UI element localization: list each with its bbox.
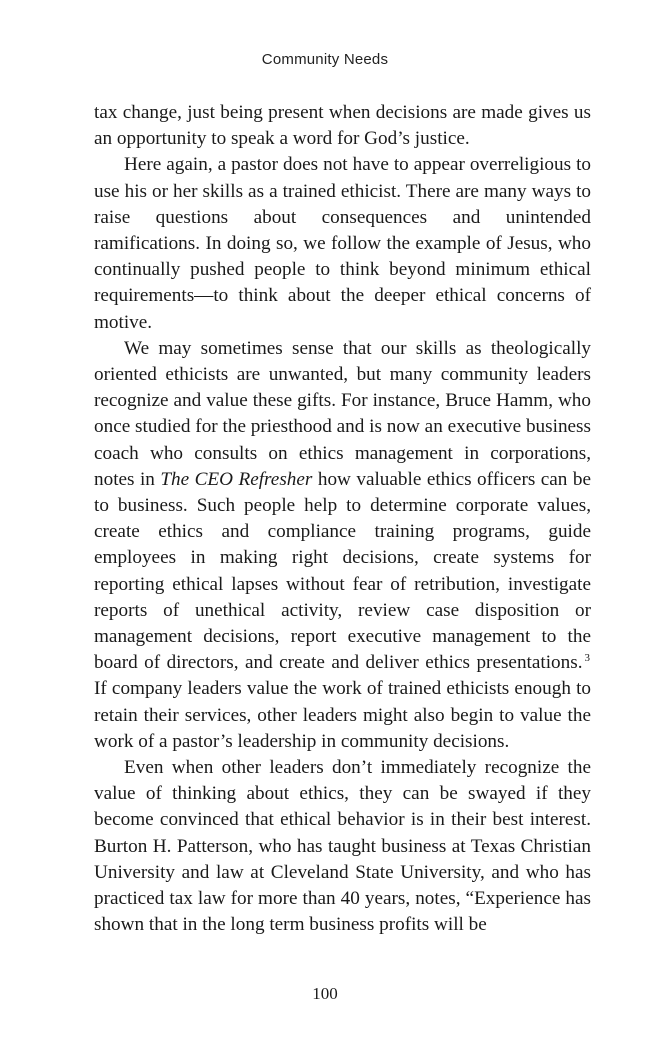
paragraph-3-text-a: We may sometimes sense that our skills as theologically oriented ethicists are unwanted, but many community leaders recognize and value these gifts. For instance, Bruce Hamm, who once studied for the priesthood and is now an executive business coach who consults on ethics management in corporations, notes in <box>94 337 591 490</box>
paragraph-4: Even when other leaders don’t immediately recognize the value of thinking about ethics, they can be swayed if they become convinced that ethical behavior is in their best interest. Burton H. Patterson, who has taught business at Texas Christian University and law at Cleveland State University, and who has practiced tax law for more than 40 years, notes, “Experience has shown that in the long term business profits will be <box>94 757 591 936</box>
paragraph-1: tax change, just being present when decisions are made gives us an opportunity to speak a word for God’s justice. <box>94 102 591 150</box>
paragraph-3-text-b: how valuable ethics officers can be to business. Such people help to determine corporate values, create ethics and compliance training programs, guide employees in making right decisions, create systems for reporting ethical lapses without fear of retribution, investigate reports of unethical activity, review case disposition or management decisions, report executive management to the board of directors, and create and deliver ethics presentations. <box>94 468 591 674</box>
page-number: 100 <box>312 984 338 1003</box>
book-title: The CEO Refresher <box>160 468 313 490</box>
footnote-marker: 3 <box>584 651 590 664</box>
paragraph-3-text-c: If company leaders value the work of trained ethicists enough to retain their services, other leaders might also begin to value the work of a pastor’s leadership in community decisions. <box>94 678 591 752</box>
running-head: Community Needs <box>261 51 389 68</box>
body-text <box>94 100 591 939</box>
paragraph-2: Here again, a pastor does not have to appear overreligious to use his or her skills as a trained ethicist. There are many ways to raise questions about consequences and unintended ramifications. In doing so, we follow the example of Jesus, who continually pushed people to think beyond minimum ethical requirements—to think about the deeper ethical concerns of motive. <box>94 154 591 333</box>
paragraph-3 <box>94 336 591 755</box>
